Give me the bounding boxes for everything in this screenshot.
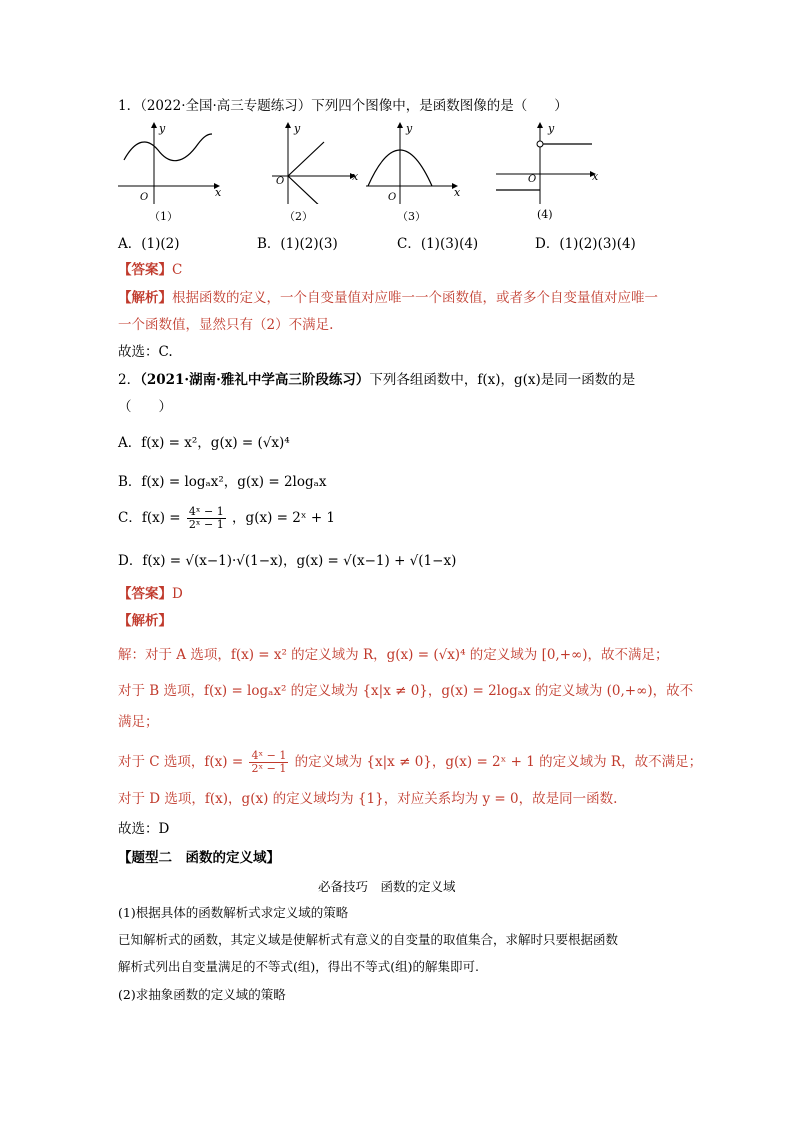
svg-text:x: x	[215, 186, 222, 199]
q2-solution-b: 对于 B 选项，f(x) = logₐx² 的定义域为 {x|x ≠ 0}，g(x) = 2logₐx 的定义域为 (0,+∞)，故不	[118, 683, 694, 699]
tip-line-4: (2)求抽象函数的定义域的策略	[118, 987, 286, 1002]
q1-answer: 【答案】C	[118, 262, 183, 278]
section-title: 【题型二 函数的定义域】	[118, 850, 280, 866]
svg-text:O: O	[388, 192, 397, 203]
svg-text:O: O	[140, 192, 149, 203]
svg-text:y: y	[406, 122, 413, 135]
q1-conclusion: 故选：C.	[118, 344, 173, 360]
graph-2	[262, 120, 372, 204]
graph-3-label: （3）	[397, 210, 426, 223]
tip-title: 必备技巧 函数的定义域	[318, 879, 456, 894]
q1-analysis-cont: 一个函数值，显然只有（2）不满足.	[118, 317, 334, 333]
q2-analysis-tag: 【解析】	[118, 613, 172, 629]
q2-stem: 2．（2021·湖南·雅礼中学高三阶段练习）下列各组函数中，f(x)，g(x)是同一函数的是	[118, 372, 636, 388]
q2-option-c: C．f(x) = $\frac{\text{4ˣ − 1}}{\text{2ˣ − 1}}$ ，g(x) = 2ˣ + 1	[118, 505, 336, 531]
graph-1-label: （1）	[149, 210, 178, 223]
q2-option-b: B．f(x) = logₐx²，g(x) = 2logₐx	[118, 474, 327, 490]
q2-solution-c: 对于 C 选项，f(x) = $\frac{\text{4ˣ − 1}}{\text{2ˣ − 1}}$ 的定义域为 {x|x ≠ 0}，g(x) = 2ˣ + 1 的定义域为 R，故不满足；	[118, 749, 703, 775]
q2-option-a: A．f(x) = x²，g(x) = (√x)⁴	[118, 435, 290, 451]
q1-stem: 1．（2022·全国·高三专题练习）下列四个图像中，是函数图像的是（ ）	[118, 98, 568, 114]
svg-text:y: y	[548, 122, 555, 135]
q1-option-b: B．(1)(2)(3)	[257, 236, 338, 252]
q2-conclusion: 故选：D	[118, 821, 170, 837]
q1-option-a: A．(1)(2)	[118, 236, 180, 252]
tip-line-3: 解析式列出自变量满足的不等式(组)，得出不等式(组)的解集即可.	[118, 959, 479, 974]
svg-text:x: x	[352, 170, 359, 183]
tip-line-2: 已知解析式的函数，其定义域是使解析式有意义的自变量的取值集合，求解时只要根据函数	[118, 932, 619, 947]
graph-4	[494, 120, 604, 204]
q2-answer: 【答案】D	[118, 586, 183, 602]
q1-option-d: D．(1)(2)(3)(4)	[535, 236, 636, 252]
graph-1	[118, 120, 228, 204]
q2-option-d: D．f(x) = √(x−1)·√(1−x)，g(x) = √(x−1) + √(1−x)	[118, 553, 457, 569]
graph-3	[364, 120, 474, 204]
graph-4-label: (4)	[537, 208, 553, 221]
graph-2-label: （2）	[284, 210, 313, 223]
q2-solution-a: 解：对于 A 选项，f(x) = x² 的定义域为 R，g(x) = (√x)⁴ 的定义域为 [0,+∞)，故不满足；	[118, 647, 669, 663]
svg-text:x: x	[592, 170, 599, 183]
q1-option-c: C．(1)(3)(4)	[397, 236, 479, 252]
svg-text:O: O	[528, 174, 537, 185]
q2-solution-d: 对于 D 选项，f(x)，g(x) 的定义域均为 {1}，对应关系均为 y = 0，故是同一函数.	[118, 791, 618, 807]
tip-line-1: (1)根据具体的函数解析式求定义域的策略	[118, 905, 349, 920]
svg-text:O: O	[276, 176, 285, 187]
svg-text:y: y	[294, 122, 301, 135]
svg-text:x: x	[454, 186, 461, 199]
svg-text:y: y	[159, 122, 166, 135]
q1-analysis: 【解析】根据函数的定义，一个自变量值对应唯一一个函数值，或者多个自变量值对应唯一	[118, 290, 658, 306]
q2-stem-paren: （ ）	[118, 399, 172, 415]
q2-solution-b-cont: 满足；	[118, 714, 159, 730]
